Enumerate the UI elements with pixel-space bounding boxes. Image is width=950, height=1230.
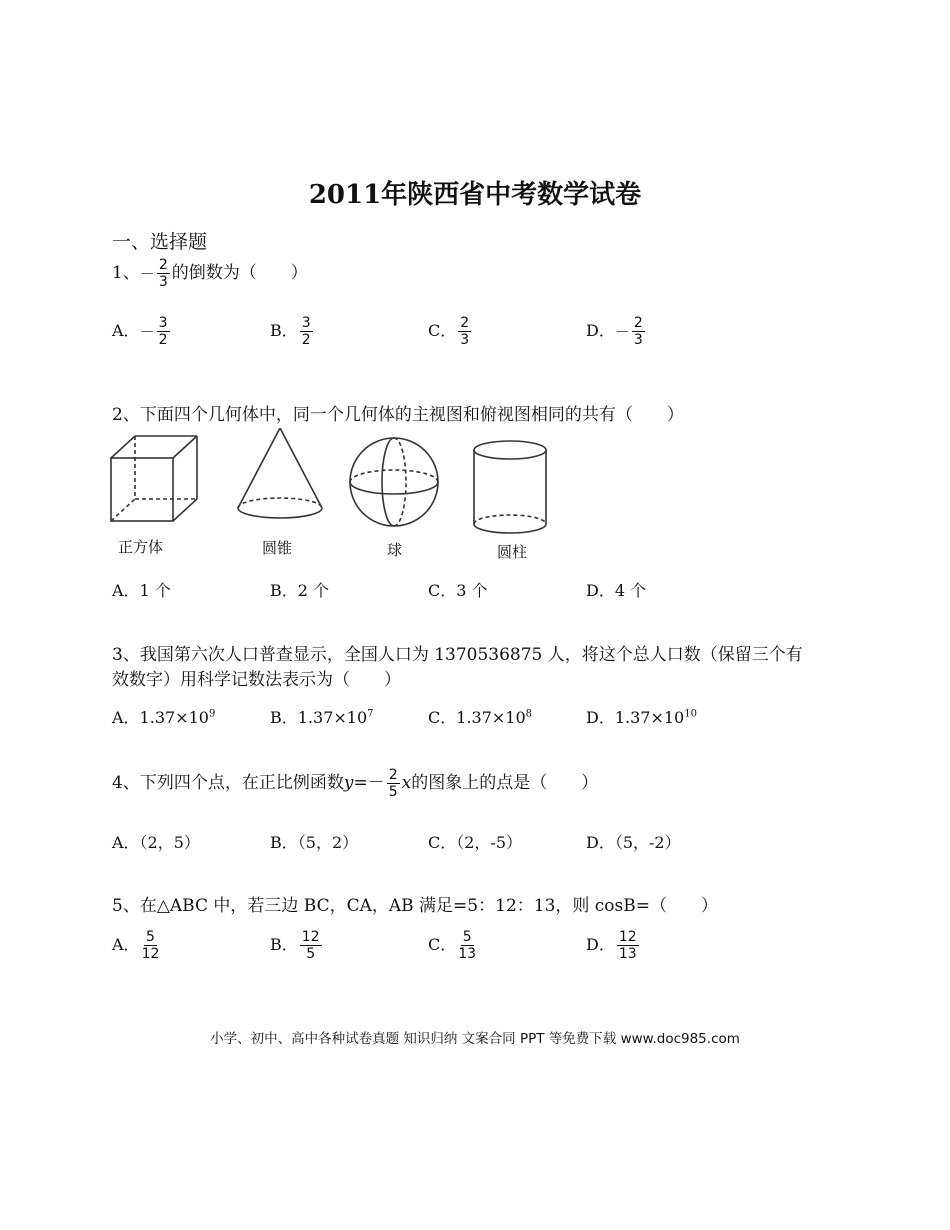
cone-figure: [238, 428, 322, 518]
option-a[interactable]: A．（2，5）: [112, 833, 200, 852]
question-number: 1、: [112, 263, 140, 283]
question-3-line-1: 3、我国第六次人口普查显示，全国人口为 1370536875 人，将这个总人口数（保留三个有: [112, 645, 803, 665]
shape-label-sphere: 球: [387, 541, 403, 559]
minus-sign: －: [139, 265, 155, 283]
question-text: 的倒数为（ ）: [171, 263, 308, 283]
fraction: $\frac{2}{3}$: [460, 315, 470, 348]
option-a[interactable]: A． $\frac{5}{12}$: [112, 929, 160, 962]
fraction: $\frac{12}{5}$: [301, 929, 320, 962]
fraction: $\frac{3}{2}$: [301, 315, 311, 348]
option-a[interactable]: A．1 个: [112, 581, 171, 600]
option-b[interactable]: B． $\frac{3}{2}$: [270, 315, 311, 348]
option-a[interactable]: A．$1.37\times 10^9$: [112, 708, 216, 727]
var-y: y: [343, 773, 354, 793]
option-d[interactable]: D．$1.37\times 10^{10}$: [586, 708, 697, 727]
fraction: $\frac{2}{3}$: [633, 315, 643, 348]
question-1: [112, 258, 308, 289]
question-4: 4、下列四个点，在正比例函数y=－ $\frac{2}{5}$ x的图象上的点是（ ）: [112, 767, 599, 800]
question-3-line-2: 效数字）用科学记数法表示为（ ）: [112, 670, 401, 690]
option-c[interactable]: C． $\frac{5}{13}$: [428, 929, 477, 962]
shape-label-cone: 圆锥: [262, 539, 293, 557]
question-5: 5、在△ABC 中，若三边 BC，CA，AB 满足=5：12：13，则 cosB=（ ）: [112, 896, 719, 916]
option-d[interactable]: D．－ $\frac{2}{3}$: [586, 315, 643, 348]
fraction: $\frac{3}{2}$: [158, 315, 168, 348]
var-x: x: [401, 773, 412, 793]
option-d[interactable]: D．（5，-2）: [586, 833, 681, 852]
question-2: 2、下面四个几何体中，同一个几何体的主视图和俯视图相同的共有（ ）: [112, 405, 684, 425]
option-b[interactable]: B．2 个: [270, 581, 330, 600]
option-d[interactable]: D． $\frac{12}{13}$: [586, 929, 637, 962]
option-c[interactable]: C．$1.37\times 10^8$: [428, 708, 533, 727]
shape-label-cylinder: 圆柱: [497, 543, 528, 561]
option-c[interactable]: C．3 个: [428, 581, 488, 600]
option-b[interactable]: B． $\frac{12}{5}$: [270, 929, 320, 962]
option-d[interactable]: D．4 个: [586, 581, 647, 600]
option-b[interactable]: B．（5，2）: [270, 833, 359, 852]
fraction: $\frac{5}{13}$: [458, 929, 477, 962]
option-c[interactable]: C．（2，-5）: [428, 833, 523, 852]
option-c[interactable]: C． $\frac{2}{3}$: [428, 315, 470, 348]
fraction: $\frac{2}{5}$: [388, 767, 398, 800]
page-title: 2011年陕西省中考数学试卷: [308, 180, 642, 210]
sphere-figure: [350, 438, 438, 526]
fraction: $\frac{5}{12}$: [141, 929, 160, 962]
option-b[interactable]: B．$1.37\times 10^7$: [270, 708, 374, 727]
geometry-figures: [105, 428, 565, 568]
fraction: $\frac{2}{3}$: [158, 257, 168, 290]
footer-text: 小学、初中、高中各种试卷真题 知识归纳 文案合同 PPT 等免费下载 www.doc985.com: [210, 1031, 740, 1047]
cube-figure: [111, 436, 197, 521]
option-a[interactable]: A．－ $\frac{3}{2}$: [112, 315, 168, 348]
cylinder-figure: [474, 441, 546, 533]
section-heading: 一、选择题: [112, 231, 208, 253]
fraction: $\frac{12}{13}$: [618, 929, 637, 962]
shape-label-cube: 正方体: [118, 538, 164, 556]
